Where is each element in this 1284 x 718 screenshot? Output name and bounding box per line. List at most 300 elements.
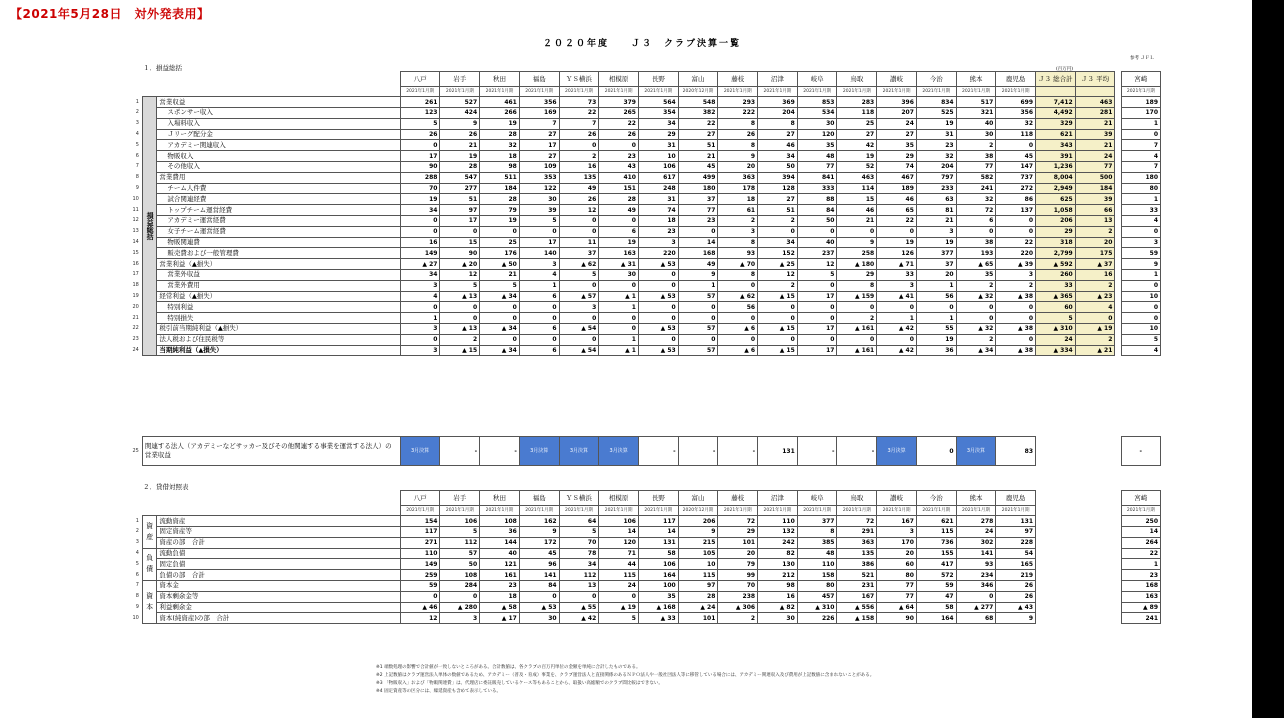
value-cell: 19 xyxy=(480,216,520,227)
fiscal-period: 2021年1月期 xyxy=(837,87,877,97)
ref-label: 参考 ＪＦＬ xyxy=(1130,56,1154,61)
value-cell: 14 xyxy=(599,527,639,538)
value-cell: 108 xyxy=(440,570,480,581)
club-header: 岩手 xyxy=(440,491,480,506)
release-note: 【2021年5月28日 対外発表用】 xyxy=(10,7,210,21)
club-header: 長野 xyxy=(638,491,678,506)
value-cell: 14 xyxy=(678,237,718,248)
ref-value-cell: 4 xyxy=(1121,345,1160,356)
blank-cell xyxy=(1036,537,1076,548)
value-cell: 7,412 xyxy=(1036,97,1076,108)
row-number-spacer xyxy=(130,491,142,506)
unit-label: (百万円) xyxy=(1056,67,1074,72)
value-cell: 19 xyxy=(877,237,917,248)
value-cell: 28 xyxy=(440,162,480,173)
value-cell: 461 xyxy=(480,97,520,108)
value-cell: 0 xyxy=(956,226,996,237)
row-label: 税引前当期純利益（▲損失） xyxy=(157,324,400,335)
value-cell: 93 xyxy=(956,559,996,570)
value-cell: 0 xyxy=(519,226,559,237)
value-cell: 57 xyxy=(678,291,718,302)
value-cell: 834 xyxy=(916,97,956,108)
value-cell: 97 xyxy=(440,205,480,216)
value-cell: 0 xyxy=(877,302,917,313)
value-cell: 51 xyxy=(678,140,718,151)
value-cell: 17 xyxy=(440,216,480,227)
blank-cell xyxy=(1075,537,1115,548)
value-cell: 66 xyxy=(1075,205,1115,216)
value-cell: 98 xyxy=(480,162,520,173)
row-label: チーム人件費 xyxy=(157,183,400,194)
value-cell: 841 xyxy=(797,172,837,183)
value-cell: 271 xyxy=(400,537,440,548)
value-cell: 106 xyxy=(638,162,678,173)
value-cell: 396 xyxy=(877,97,917,108)
value-cell: 118 xyxy=(996,129,1036,140)
value-cell: 7 xyxy=(559,118,599,129)
ref-value-cell: 4 xyxy=(1121,151,1160,162)
value-cell: 0 xyxy=(638,270,678,281)
value-cell: 20 xyxy=(1075,237,1115,248)
pl-row xyxy=(130,259,1161,270)
related-value-cell: 3月決算 xyxy=(519,437,559,466)
row-label: 資本金 xyxy=(157,581,400,592)
value-cell: 233 xyxy=(916,183,956,194)
blank-cell xyxy=(1036,548,1076,559)
row-number: 22 xyxy=(132,325,139,332)
row-number: 12 xyxy=(132,217,139,224)
value-cell: 463 xyxy=(1075,97,1115,108)
value-cell: 2 xyxy=(440,334,480,345)
value-cell: 0 xyxy=(599,313,639,324)
value-cell: 0 xyxy=(519,313,559,324)
row-number: 19 xyxy=(132,293,139,300)
value-cell: ▲ 15 xyxy=(758,291,798,302)
value-cell: 110 xyxy=(758,516,798,527)
row-number-spacer xyxy=(130,72,142,87)
row-label: Ｊリーグ配分金 xyxy=(157,129,400,140)
value-cell: 82 xyxy=(758,548,798,559)
blank-cell xyxy=(1075,602,1115,613)
bs-row xyxy=(130,570,1161,581)
club-header: 八戸 xyxy=(400,72,440,87)
pl-row xyxy=(130,280,1161,291)
blank-cell xyxy=(1036,591,1076,602)
value-cell: 6 xyxy=(956,216,996,227)
value-cell: ▲ 277 xyxy=(956,602,996,613)
fiscal-period: 2021年1月期 xyxy=(877,87,917,97)
value-cell: 0 xyxy=(400,591,440,602)
value-cell: 48 xyxy=(797,151,837,162)
club-header: 熊本 xyxy=(956,491,996,506)
value-cell: ▲ 168 xyxy=(638,602,678,613)
club-header: 讃岐 xyxy=(877,72,917,87)
ref-value-cell: 1 xyxy=(1121,118,1160,129)
value-cell: 3 xyxy=(519,259,559,270)
ref-club-header: 宮崎 xyxy=(1121,72,1160,87)
value-cell: 0 xyxy=(718,280,758,291)
related-value-cell: 3月決算 xyxy=(559,437,599,466)
ref-value-cell: 4 xyxy=(1121,216,1160,227)
value-cell: 39 xyxy=(519,205,559,216)
value-cell: 38 xyxy=(956,151,996,162)
fiscal-period: 2021年1月期 xyxy=(916,87,956,97)
value-cell: 222 xyxy=(718,108,758,119)
value-cell: 0 xyxy=(996,334,1036,345)
value-cell: 207 xyxy=(877,108,917,119)
club-header: ＹＳ横浜 xyxy=(559,72,599,87)
row-number: 8 xyxy=(135,593,139,600)
pl-row xyxy=(130,345,1161,356)
value-cell: 2 xyxy=(1075,226,1115,237)
value-cell: 175 xyxy=(1075,248,1115,259)
value-cell: 45 xyxy=(519,548,559,559)
blank-cell xyxy=(1075,581,1115,592)
value-cell: 117 xyxy=(638,516,678,527)
value-cell: 0 xyxy=(797,280,837,291)
value-cell: 2 xyxy=(718,216,758,227)
value-cell: 18 xyxy=(480,151,520,162)
row-label: 販売費および一般管理費 xyxy=(157,248,400,259)
value-cell: 0 xyxy=(599,140,639,151)
value-cell: 26 xyxy=(599,129,639,140)
value-cell: ▲ 592 xyxy=(1036,259,1076,270)
related-value-cell: 3月決算 xyxy=(400,437,440,466)
value-cell: 6 xyxy=(519,291,559,302)
blank-cell xyxy=(1036,570,1076,581)
value-cell: 27 xyxy=(519,151,559,162)
value-cell: 155 xyxy=(916,548,956,559)
bs-row xyxy=(130,602,1161,613)
value-cell: ▲ 161 xyxy=(837,345,877,356)
value-cell: 77 xyxy=(678,205,718,216)
value-cell: 511 xyxy=(480,172,520,183)
fiscal-period: 2021年1月期 xyxy=(718,87,758,97)
value-cell: 30 xyxy=(758,613,798,624)
row-number: 6 xyxy=(135,152,139,159)
value-cell: 56 xyxy=(916,291,956,302)
value-cell: 259 xyxy=(400,570,440,581)
value-cell: ▲ 54 xyxy=(559,345,599,356)
value-cell: 26 xyxy=(718,129,758,140)
value-cell: 0 xyxy=(956,313,996,324)
value-cell: ▲ 24 xyxy=(678,602,718,613)
fiscal-period: 2021年1月期 xyxy=(559,87,599,97)
value-cell: 80 xyxy=(877,570,917,581)
value-cell: 5 xyxy=(519,216,559,227)
value-cell: 90 xyxy=(400,162,440,173)
club-header: 藤枝 xyxy=(718,491,758,506)
bs-row xyxy=(130,527,1161,538)
footnotes xyxy=(376,664,874,696)
value-cell: ▲ 42 xyxy=(877,324,917,335)
value-cell: 112 xyxy=(440,537,480,548)
value-cell: 164 xyxy=(638,570,678,581)
value-cell: ▲ 280 xyxy=(440,602,480,613)
club-header: 秋田 xyxy=(480,72,520,87)
footnote: ※2 上記数値はクラブ運営法人単体の数値であるため、アカデミー（普及・育成）事業を、クラブ運営法人と直接関係のあるＮＰＯ法人や一般社団法人等に移管している場合には、アカデミー関連収入及び費用が上記数値に含まれないことがある。 xyxy=(376,673,875,678)
row-label: 入場料収入 xyxy=(157,118,400,129)
value-cell: ▲ 1 xyxy=(599,291,639,302)
blank-cell xyxy=(1075,506,1115,516)
value-cell: ▲ 39 xyxy=(996,259,1036,270)
value-cell: 0 xyxy=(916,302,956,313)
value-cell: ▲ 34 xyxy=(480,324,520,335)
ref-value-cell: 180 xyxy=(1121,172,1160,183)
value-cell: 180 xyxy=(678,183,718,194)
bs-row xyxy=(130,548,1161,559)
club-header: 相模原 xyxy=(599,72,639,87)
value-cell: 77 xyxy=(797,162,837,173)
section-bs-title: ２．貸借対照表 xyxy=(143,483,189,491)
value-cell: 5 xyxy=(599,613,639,624)
value-cell: 24 xyxy=(877,118,917,129)
row-label: 資産の部 合計 xyxy=(157,537,400,548)
value-cell: 63 xyxy=(916,194,956,205)
club-header: 熊本 xyxy=(956,72,996,87)
value-cell: ▲ 38 xyxy=(996,345,1036,356)
pl-row xyxy=(130,183,1161,194)
header-spacer xyxy=(142,491,400,506)
value-cell: 20 xyxy=(877,548,917,559)
value-cell: 49 xyxy=(559,183,599,194)
row-number: 1 xyxy=(135,517,139,524)
row-number: 13 xyxy=(132,228,139,235)
value-cell: 72 xyxy=(956,205,996,216)
value-cell: 377 xyxy=(916,248,956,259)
fiscal-period: 2021年1月期 xyxy=(400,506,440,516)
blank-cell xyxy=(1036,516,1076,527)
row-number: 24 xyxy=(132,347,139,354)
value-cell: 302 xyxy=(956,537,996,548)
fiscal-period: 2021年1月期 xyxy=(559,506,599,516)
blank-cell xyxy=(1036,437,1076,466)
value-cell: 0 xyxy=(996,216,1036,227)
ref-value-cell: 1 xyxy=(1121,270,1160,281)
value-cell: 21 xyxy=(1075,140,1115,151)
row-label: 固定負債 xyxy=(157,559,400,570)
row-label: 流動負債 xyxy=(157,548,400,559)
value-cell: 736 xyxy=(916,537,956,548)
value-cell: 8 xyxy=(718,270,758,281)
value-cell: 151 xyxy=(599,183,639,194)
value-cell: 15 xyxy=(837,194,877,205)
value-cell: 12 xyxy=(559,205,599,216)
value-cell: ▲ 46 xyxy=(400,602,440,613)
row-number-spacer xyxy=(130,506,142,516)
value-cell: 6 xyxy=(599,226,639,237)
value-cell: ▲ 43 xyxy=(996,602,1036,613)
value-cell: 2,949 xyxy=(1036,183,1076,194)
value-cell: 26 xyxy=(559,194,599,205)
value-cell: 1 xyxy=(599,334,639,345)
value-cell: 14 xyxy=(638,527,678,538)
value-cell: 79 xyxy=(480,205,520,216)
blank-cell xyxy=(1075,548,1115,559)
value-cell: 343 xyxy=(1036,140,1076,151)
value-cell: 9 xyxy=(440,118,480,129)
value-cell: 168 xyxy=(678,248,718,259)
value-cell: ▲ 53 xyxy=(638,291,678,302)
value-cell: 215 xyxy=(678,537,718,548)
j3-period-blank xyxy=(1036,87,1076,97)
row-label: 資本剰余金等 xyxy=(157,591,400,602)
row-label: 女子チーム運営経費 xyxy=(157,226,400,237)
value-cell: 5 xyxy=(440,280,480,291)
value-cell: 110 xyxy=(797,559,837,570)
value-cell: 162 xyxy=(519,516,559,527)
row-number: 10 xyxy=(132,614,139,621)
value-cell: ▲ 55 xyxy=(559,602,599,613)
value-cell: ▲ 70 xyxy=(718,259,758,270)
club-header: 富山 xyxy=(678,491,718,506)
value-cell: 106 xyxy=(440,516,480,527)
value-cell: 242 xyxy=(758,537,798,548)
value-cell: 70 xyxy=(400,183,440,194)
fiscal-period: 2021年1月期 xyxy=(440,506,480,516)
value-cell: 5 xyxy=(440,527,480,538)
value-cell: 22 xyxy=(996,237,1036,248)
value-cell: 0 xyxy=(797,302,837,313)
fiscal-period: 2021年1月期 xyxy=(400,87,440,97)
ref-value-cell: 264 xyxy=(1121,537,1160,548)
row-number: 15 xyxy=(132,249,139,256)
value-cell: 16 xyxy=(559,162,599,173)
value-cell: ▲ 53 xyxy=(638,324,678,335)
value-cell: 1,236 xyxy=(1036,162,1076,173)
pl-row xyxy=(130,237,1161,248)
value-cell: 231 xyxy=(837,581,877,592)
ref-value-cell: 33 xyxy=(1121,205,1160,216)
value-cell: 13 xyxy=(559,581,599,592)
value-cell: 77 xyxy=(877,591,917,602)
row-number: 25 xyxy=(132,447,139,454)
pl-row xyxy=(130,194,1161,205)
ref-value-cell: 59 xyxy=(1121,248,1160,259)
value-cell: 16 xyxy=(758,591,798,602)
value-cell: 115 xyxy=(916,527,956,538)
value-cell: 5 xyxy=(559,527,599,538)
value-cell: 4 xyxy=(519,270,559,281)
pl-row xyxy=(130,118,1161,129)
value-cell: 206 xyxy=(1036,216,1076,227)
value-cell: ▲ 334 xyxy=(1036,345,1076,356)
value-cell: 34 xyxy=(638,118,678,129)
value-cell: 152 xyxy=(758,248,798,259)
value-cell: 117 xyxy=(400,527,440,538)
value-cell: 72 xyxy=(837,516,877,527)
value-cell: 548 xyxy=(678,97,718,108)
value-cell: 31 xyxy=(916,129,956,140)
value-cell: 30 xyxy=(797,118,837,129)
blank-cell xyxy=(1075,570,1115,581)
value-cell: 71 xyxy=(599,548,639,559)
value-cell: 169 xyxy=(519,108,559,119)
value-cell: 59 xyxy=(916,581,956,592)
value-cell: 17 xyxy=(519,140,559,151)
value-cell: 0 xyxy=(758,226,798,237)
value-cell: 0 xyxy=(638,334,678,345)
value-cell: ▲ 37 xyxy=(1075,259,1115,270)
row-number-spacer xyxy=(130,87,142,97)
value-cell: 147 xyxy=(996,162,1036,173)
value-cell: 11 xyxy=(559,237,599,248)
value-cell: 737 xyxy=(996,172,1036,183)
value-cell: 149 xyxy=(400,248,440,259)
value-cell: 126 xyxy=(877,248,917,259)
value-cell: 2,799 xyxy=(1036,248,1076,259)
value-cell: ▲ 53 xyxy=(638,259,678,270)
fiscal-period: 2020年12月期 xyxy=(678,87,718,97)
footnote: ※1 端数処理の影響で合計値が一致しないところがある。合計数値は、各クラブの百万円単位の金額を単純に合計したものである。 xyxy=(376,665,641,670)
value-cell: 1 xyxy=(877,313,917,324)
header-spacer xyxy=(142,506,400,516)
value-cell: 161 xyxy=(480,570,520,581)
value-cell: 74 xyxy=(877,162,917,173)
value-cell: 176 xyxy=(480,248,520,259)
value-cell: 281 xyxy=(1075,108,1115,119)
value-cell: 40 xyxy=(480,548,520,559)
value-cell: 42 xyxy=(837,140,877,151)
value-cell: 108 xyxy=(480,516,520,527)
value-cell: ▲ 17 xyxy=(480,613,520,624)
value-cell: ▲ 57 xyxy=(559,291,599,302)
pl-row xyxy=(130,248,1161,259)
value-cell: 3 xyxy=(400,324,440,335)
value-cell: 219 xyxy=(996,570,1036,581)
value-cell: 28 xyxy=(678,591,718,602)
value-cell: 7 xyxy=(519,118,559,129)
value-cell: 22 xyxy=(599,118,639,129)
value-cell: 167 xyxy=(837,591,877,602)
related-value-cell: - xyxy=(797,437,837,466)
value-cell: 2 xyxy=(718,613,758,624)
value-cell: 797 xyxy=(916,172,956,183)
value-cell: ▲ 31 xyxy=(599,259,639,270)
value-cell: 3 xyxy=(400,345,440,356)
row-label: 固定資産等 xyxy=(157,527,400,538)
value-cell: 5 xyxy=(400,118,440,129)
value-cell: 23 xyxy=(638,226,678,237)
row-number: 10 xyxy=(132,195,139,202)
value-cell: 284 xyxy=(440,581,480,592)
value-cell: 21 xyxy=(837,216,877,227)
row-label: 営業費用 xyxy=(157,172,400,183)
value-cell: 19 xyxy=(916,118,956,129)
value-cell: 2 xyxy=(758,280,798,291)
value-cell: 60 xyxy=(1036,302,1076,313)
value-cell: 386 xyxy=(837,559,877,570)
value-cell: 379 xyxy=(599,97,639,108)
club-header: 相模原 xyxy=(599,491,639,506)
value-cell: 356 xyxy=(996,108,1036,119)
row-label: 負債の部 合計 xyxy=(157,570,400,581)
value-cell: 248 xyxy=(638,183,678,194)
related-value-cell: - xyxy=(718,437,758,466)
ref-value-cell: 22 xyxy=(1121,548,1160,559)
value-cell: 382 xyxy=(678,108,718,119)
value-cell: 163 xyxy=(599,248,639,259)
fiscal-period: 2020年12月期 xyxy=(678,506,718,516)
value-cell: 204 xyxy=(758,108,798,119)
j3-period-blank xyxy=(1075,87,1115,97)
value-cell: 57 xyxy=(440,548,480,559)
value-cell: 206 xyxy=(678,516,718,527)
value-cell: 31 xyxy=(638,194,678,205)
value-cell: 47 xyxy=(916,591,956,602)
value-cell: 23 xyxy=(678,216,718,227)
value-cell: ▲ 310 xyxy=(797,602,837,613)
